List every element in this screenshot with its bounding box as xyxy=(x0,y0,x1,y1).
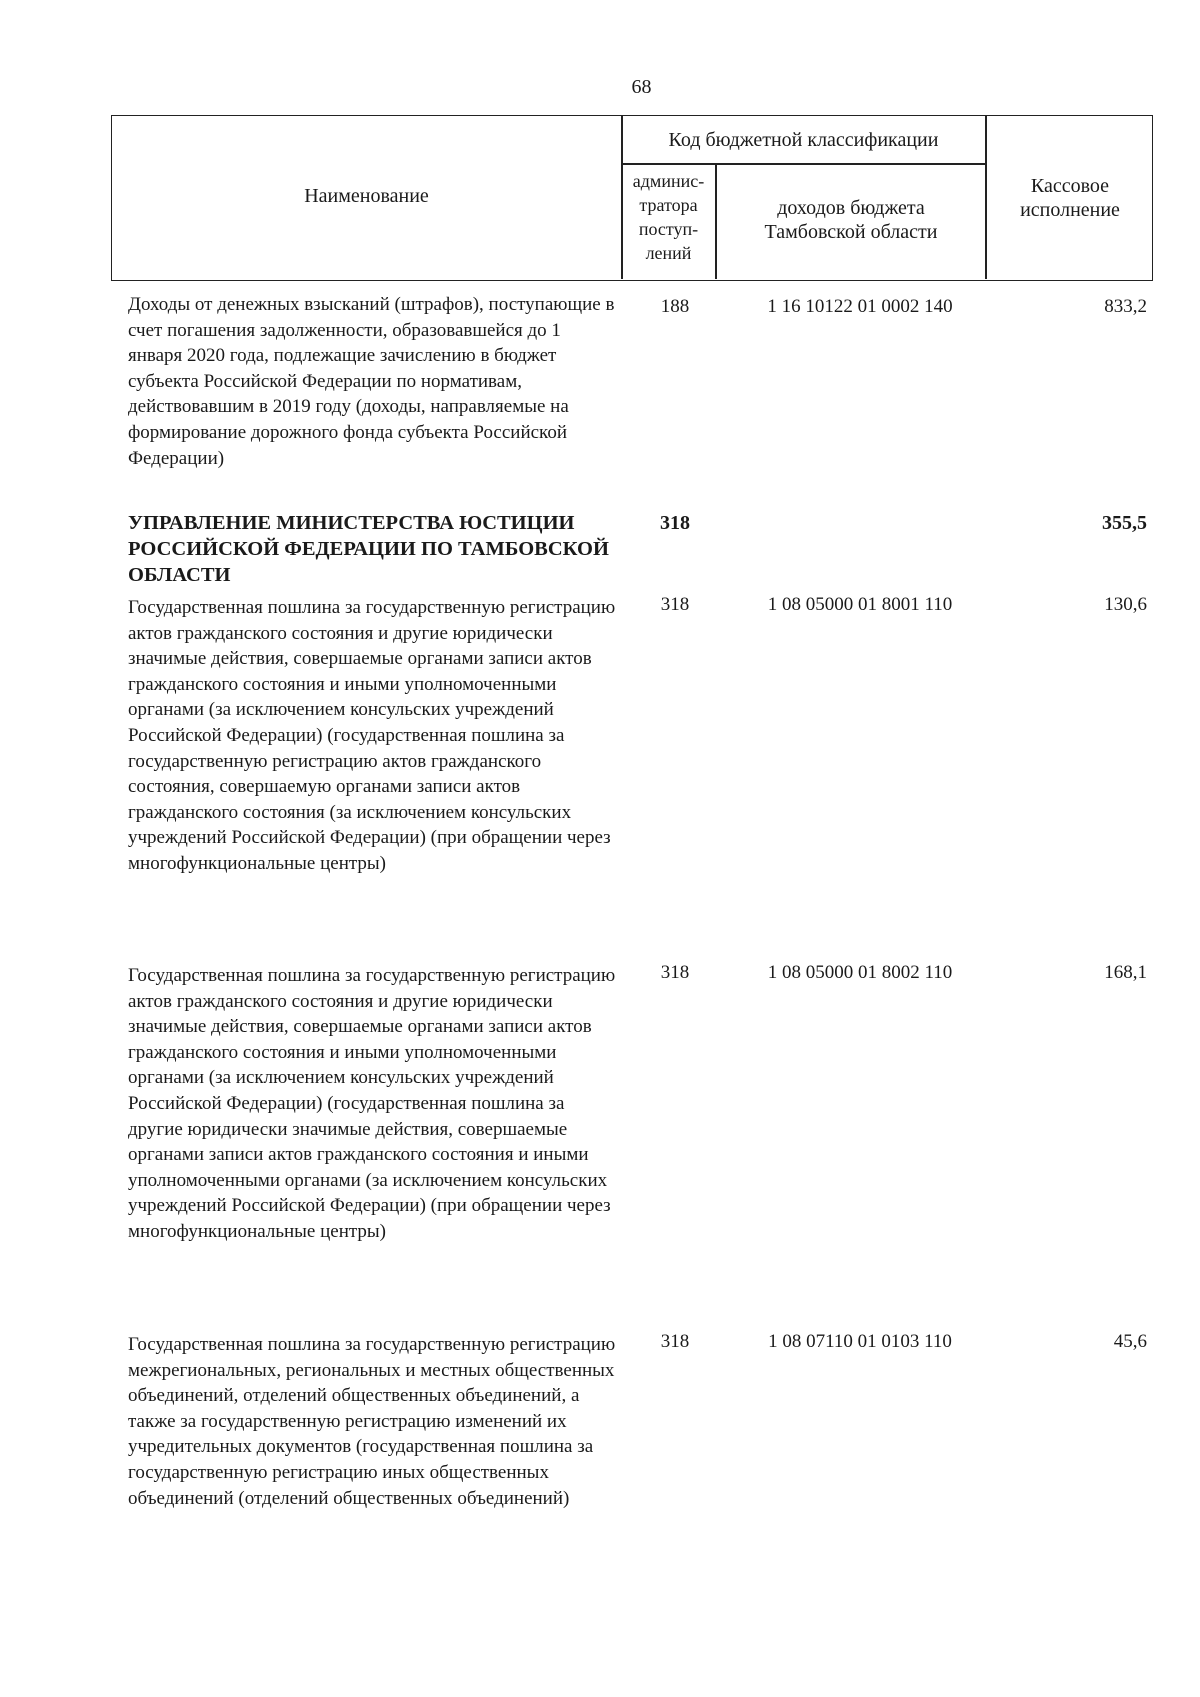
row-amount: 833,2 xyxy=(1104,296,1147,317)
divider-code-group xyxy=(621,163,986,165)
row-income-code: 1 08 05000 01 8001 110 xyxy=(767,594,953,615)
row-admin-code: 318 xyxy=(660,1331,690,1352)
row-name: УПРАВЛЕНИЕ МИНИСТЕРСТВА ЮСТИЦИИ РОССИЙСКОЙ ФЕДЕРАЦИИ ПО ТАМБОВСКОЙ ОБЛАСТИ xyxy=(128,512,609,586)
row-admin-code: 318 xyxy=(660,962,690,983)
row-name: Государственная пошлина за государственную регистрацию актов гражданского состояния и другие юридически значимые действия, совершаемые органами записи актов гражданского состояния и иными уполномоченными органами (за исключением консульских учреждений Российской Федерации) (государственная пошлина за государственную регистрацию актов гражданского состояния, совершаемую органами записи актов гражданского состояния (за исключением консульских учреждений Российской Федерации) (при обращении через многофункциональные центры) xyxy=(128,597,616,874)
header-admin: админис- тратора поступ- лений xyxy=(632,171,705,263)
header-code-group: Код бюджетной классификации xyxy=(668,129,939,151)
row-admin-code: 318 xyxy=(660,512,690,534)
row-amount: 130,6 xyxy=(1104,594,1147,615)
row-amount: 168,1 xyxy=(1104,962,1147,983)
row-income-code: 1 08 07110 01 0103 110 xyxy=(768,1331,952,1352)
header-income: доходов бюджета Тамбовской области xyxy=(764,197,938,243)
table-header xyxy=(111,115,1153,281)
page-number: 68 xyxy=(631,76,652,98)
row-admin-code: 188 xyxy=(660,296,690,317)
header-name: Наименование xyxy=(304,185,429,207)
row-admin-code: 318 xyxy=(660,594,690,615)
row-income-code: 1 08 05000 01 8002 110 xyxy=(767,962,953,983)
row-name: Доходы от денежных взысканий (штрафов), поступающие в счет погашения задолженности, образовавшейся до 1 января 2020 года, подлежащие зачислению в бюджет субъекта Российской Федерации по нормативам, действовавшим в 2019 году (доходы, направляемые на формирование дорожного фонда субъекта Российской Федерации) xyxy=(128,294,615,469)
row-name: Государственная пошлина за государственную регистрацию межрегиональных, региональных и местных общественных объединений, отделений общественных объединений, а также за государственную регистрацию изменений их учредительных документов (государственная пошлина за государственную регистрацию иных общественных объединений (отделений общественных объединений) xyxy=(128,1334,616,1509)
row-income-code: 1 16 10122 01 0002 140 xyxy=(767,296,953,317)
row-amount: 45,6 xyxy=(1113,1331,1147,1352)
row-amount: 355,5 xyxy=(1102,512,1147,534)
row-name: Государственная пошлина за государственную регистрацию актов гражданского состояния и другие юридически значимые действия, совершаемые органами записи актов гражданского состояния и иными уполномоченными органами (за исключением консульских учреждений Российской Федерации) (государственная пошлина за другие юридически значимые действия, совершаемые органами записи актов гражданского состояния и иными уполномоченными органами (за исключением консульских учреждений Российской Федерации) (при обращении через многофункциональные центры) xyxy=(128,965,616,1242)
header-amount: Кассовое исполнение xyxy=(1020,175,1120,221)
